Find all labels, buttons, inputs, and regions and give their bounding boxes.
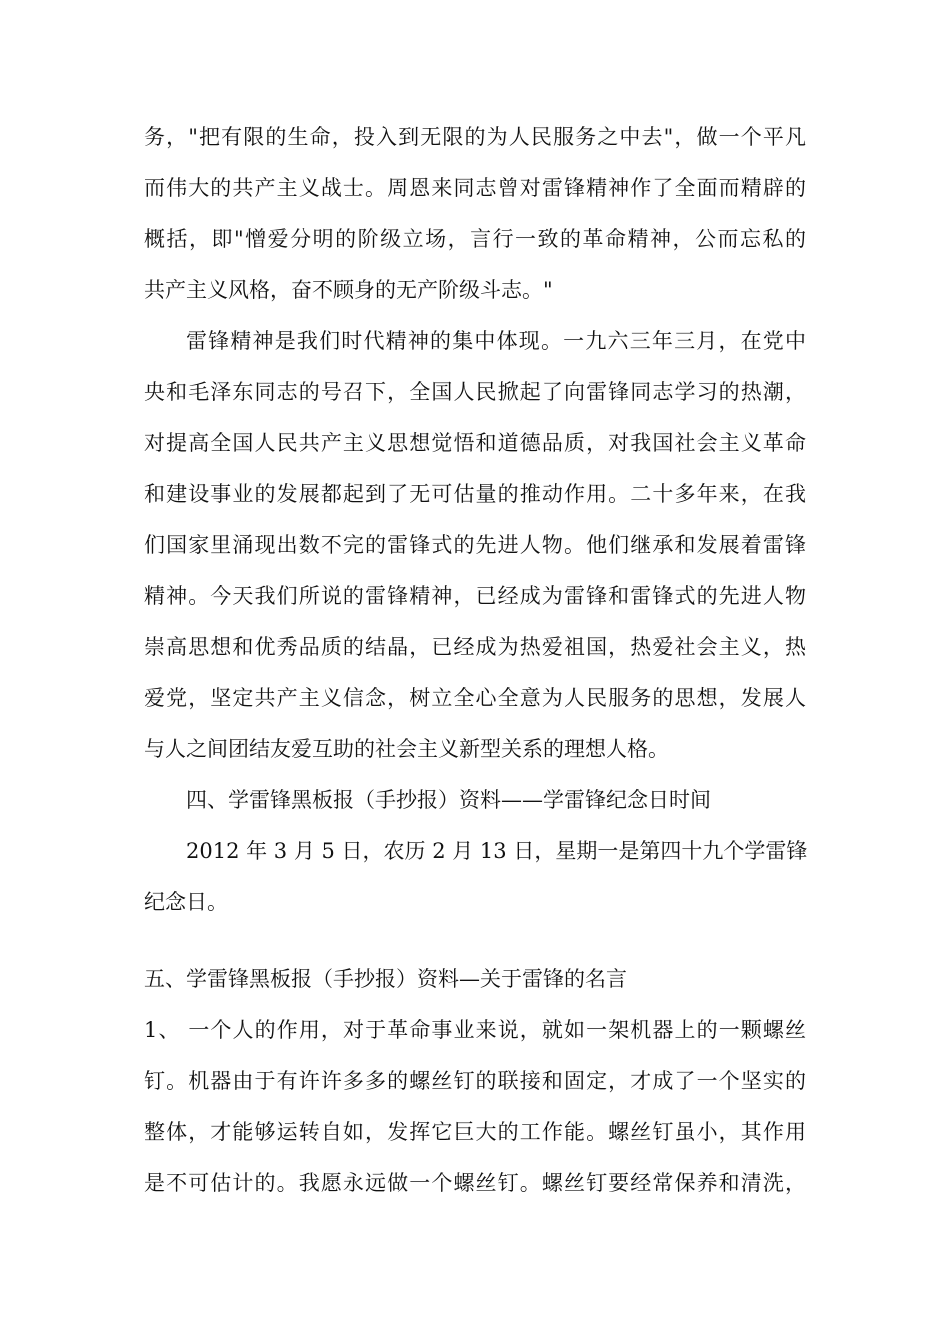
paragraph-2-line-9: 与人之间团结友爱互助的社会主义新型关系的理想人格。 bbox=[144, 737, 669, 761]
paragraph-2-line-5: 们国家里涌现出数不完的雷锋式的先进人物。他们继承和发展着雷锋 bbox=[144, 533, 806, 557]
paragraph-2-line-3: 对提高全国人民共产主义思想觉悟和道德品质，对我国社会主义革命 bbox=[144, 431, 806, 455]
text-line-2: 而伟大的共产主义战士。周恩来同志曾对雷锋精神作了全面而精辟的 bbox=[144, 176, 806, 200]
quote-1-line-4: 是不可估计的。我愿永远做一个螺丝钉。螺丝钉要经常保养和清洗， bbox=[144, 1171, 806, 1195]
quote-1-line-3: 整体，才能够运转自如，发挥它巨大的工作能。螺丝钉虽小，其作用 bbox=[144, 1120, 806, 1144]
paragraph-2-line-6: 精神。今天我们所说的雷锋精神，已经成为雷锋和雷锋式的先进人物 bbox=[144, 584, 806, 608]
text-line-4: 共产主义风格，奋不顾身的无产阶级斗志。" bbox=[144, 278, 553, 302]
paragraph-2-line-8: 爱党，坚定共产主义信念，树立全心全意为人民服务的思想，发展人 bbox=[144, 686, 806, 710]
paragraph-2-line-4: 和建设事业的发展都起到了无可估量的推动作用。二十多年来，在我 bbox=[144, 482, 806, 506]
paragraph-2-line-2: 央和毛泽东同志的号召下，全国人民掀起了向雷锋同志学习的热潮， bbox=[144, 380, 806, 404]
quote-1-line-2: 钉。机器由于有许许多多的螺丝钉的联接和固定，才成了一个坚实的 bbox=[144, 1069, 806, 1093]
date-line: 2012 年 3 月 5 日，农历 2 月 13 日，星期一是第四十九个学雷锋 bbox=[186, 839, 808, 863]
date-line-continued: 纪念日。 bbox=[144, 890, 228, 914]
quote-1-line-1: 1、 一个人的作用，对于革命事业来说，就如一架机器上的一颗螺丝 bbox=[144, 1018, 806, 1042]
section-heading-4: 四、学雷锋黑板报（手抄报）资料——学雷锋纪念日时间 bbox=[186, 788, 711, 812]
paragraph-2-line-1: 雷锋精神是我们时代精神的集中体现。一九六三年三月，在党中 bbox=[186, 329, 806, 353]
text-line-1: 务，"把有限的生命，投入到无限的为人民服务之中去"，做一个平凡 bbox=[144, 125, 806, 149]
section-heading-5: 五、学雷锋黑板报（手抄报）资料—关于雷锋的名言 bbox=[144, 967, 627, 991]
text-line-3: 概括，即"憎爱分明的阶级立场，言行一致的革命精神，公而忘私的 bbox=[144, 227, 806, 251]
paragraph-2-line-7: 崇高思想和优秀品质的结晶，已经成为热爱祖国，热爱社会主义，热 bbox=[144, 635, 806, 659]
